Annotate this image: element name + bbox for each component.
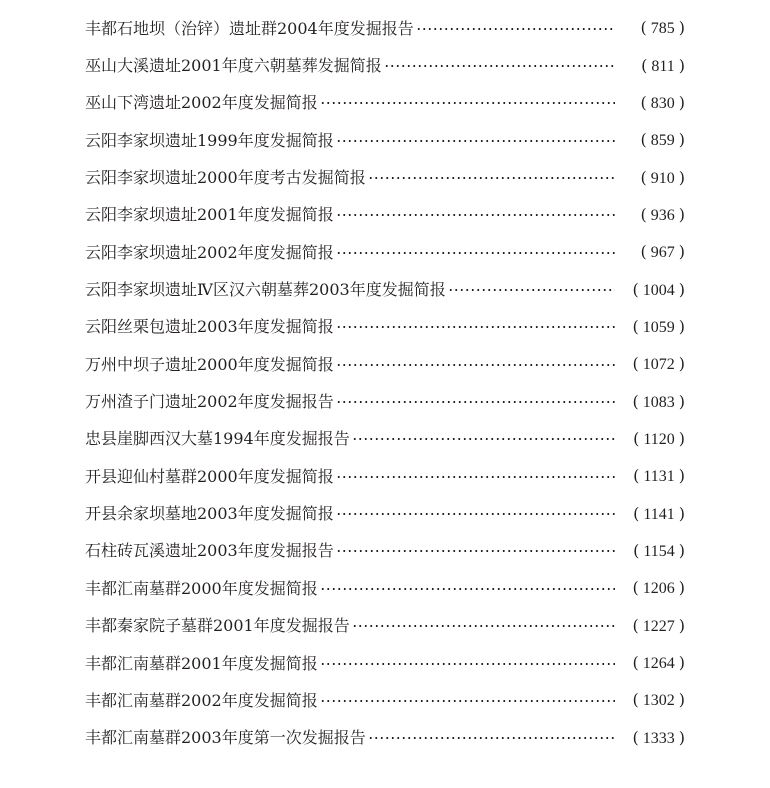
page-number: 830 bbox=[650, 94, 675, 112]
page-number: 910 bbox=[650, 169, 675, 187]
dot-leader bbox=[336, 550, 615, 552]
toc-entry-page: ( 1120 ) bbox=[633, 428, 685, 448]
page-number: 1302 bbox=[642, 692, 675, 710]
toc-entry-page: ( 859 ) bbox=[640, 130, 685, 150]
page-number: 1206 bbox=[642, 580, 675, 598]
dot-leader bbox=[352, 438, 615, 440]
toc-entry-title: 丰都秦家院子墓群2001年度发掘报告 bbox=[85, 616, 350, 636]
toc-entry-title: 丰都汇南墓群2002年度发掘简报 bbox=[85, 690, 318, 710]
dot-leader bbox=[320, 102, 615, 104]
toc-entry[interactable] bbox=[85, 608, 685, 645]
dot-leader bbox=[416, 28, 615, 30]
page-number: 1059 bbox=[642, 318, 675, 336]
dot-leader bbox=[368, 737, 615, 739]
page-number: 936 bbox=[650, 206, 675, 224]
dot-leader bbox=[336, 364, 615, 366]
page-number: 1004 bbox=[642, 281, 675, 299]
dot-leader bbox=[448, 289, 615, 291]
page-number: 1131 bbox=[643, 468, 675, 486]
page-number: 1072 bbox=[642, 356, 675, 374]
toc-entry-title: 丰都汇南墓群2001年度发掘简报 bbox=[85, 653, 318, 673]
toc-entry-page: ( 785 ) bbox=[640, 18, 685, 38]
toc-entry-page: ( 1083 ) bbox=[632, 391, 685, 411]
toc-entry-title: 巫山大溪遗址2001年度六朝墓葬发掘简报 bbox=[85, 56, 382, 76]
toc-entry-page: ( 1206 ) bbox=[632, 578, 685, 598]
toc-entry-title: 开县余家坝墓地2003年度发掘简报 bbox=[85, 504, 334, 524]
toc-entry-title: 万州渣子门遗址2002年度发掘报告 bbox=[85, 392, 334, 412]
toc-entry[interactable] bbox=[85, 346, 685, 383]
dot-leader bbox=[320, 588, 615, 590]
toc-entry-title: 丰都汇南墓群2000年度发掘简报 bbox=[85, 578, 318, 598]
toc-entry-title: 云阳李家坝遗址2000年度考古发掘简报 bbox=[85, 168, 366, 188]
toc-entry[interactable] bbox=[85, 495, 685, 532]
toc-entry[interactable] bbox=[85, 85, 685, 122]
toc-entry-page: ( 1141 ) bbox=[633, 503, 685, 523]
page-number: 811 bbox=[651, 57, 675, 75]
toc-entry-title: 石柱砖瓦溪遗址2003年度发掘报告 bbox=[85, 541, 334, 561]
page-number: 785 bbox=[650, 20, 675, 38]
toc-entry-page: ( 1154 ) bbox=[633, 540, 685, 560]
toc-entry-page: ( 811 ) bbox=[641, 55, 685, 75]
page-number: 1227 bbox=[642, 617, 675, 635]
toc-entry-page: ( 1059 ) bbox=[632, 316, 685, 336]
toc-entry-title: 丰都汇南墓群2003年度第一次发掘报告 bbox=[85, 728, 366, 748]
toc-entry-page: ( 910 ) bbox=[640, 167, 685, 187]
toc-entry[interactable] bbox=[85, 271, 685, 308]
page-number: 1264 bbox=[642, 655, 675, 673]
toc-entry-title: 云阳李家坝遗址2001年度发掘简报 bbox=[85, 205, 334, 225]
toc-entry-page: ( 1333 ) bbox=[632, 727, 685, 747]
toc-entry-title: 万州中坝子遗址2000年度发掘简报 bbox=[85, 354, 334, 374]
page-number: 1154 bbox=[643, 542, 675, 560]
toc-entry-page: ( 936 ) bbox=[640, 204, 685, 224]
toc-entry[interactable] bbox=[85, 197, 685, 234]
toc-entry[interactable] bbox=[85, 421, 685, 458]
toc-entry-page: ( 1264 ) bbox=[632, 653, 685, 673]
dot-leader bbox=[336, 401, 615, 403]
toc-entry-title: 丰都石地坝（治锌）遗址群2004年度发掘报告 bbox=[85, 18, 414, 38]
toc-entry[interactable] bbox=[85, 159, 685, 196]
toc-entry[interactable] bbox=[85, 10, 685, 47]
dot-leader bbox=[336, 326, 615, 328]
toc-entry-page: ( 1072 ) bbox=[632, 354, 685, 374]
toc-entry-title: 云阳李家坝遗址1999年度发掘简报 bbox=[85, 130, 334, 150]
dot-leader bbox=[336, 252, 615, 254]
page-number: 1120 bbox=[643, 430, 675, 448]
page-number: 1333 bbox=[642, 729, 675, 747]
page-number: 1141 bbox=[643, 505, 675, 523]
toc-entry[interactable] bbox=[85, 122, 685, 159]
dot-leader bbox=[384, 65, 615, 67]
toc-entry[interactable] bbox=[85, 47, 685, 84]
toc-entry-title: 忠县崖脚西汉大墓1994年度发掘报告 bbox=[85, 429, 350, 449]
dot-leader bbox=[352, 625, 615, 627]
toc-entry[interactable] bbox=[85, 234, 685, 271]
dot-leader bbox=[320, 700, 615, 702]
toc-entry[interactable] bbox=[85, 458, 685, 495]
toc-entry-title: 云阳丝栗包遗址2003年度发掘简报 bbox=[85, 317, 334, 337]
toc-entry[interactable] bbox=[85, 383, 685, 420]
toc-entry-title: 云阳李家坝遗址2002年度发掘简报 bbox=[85, 242, 334, 262]
toc-entry[interactable] bbox=[85, 682, 685, 719]
table-of-contents bbox=[85, 10, 685, 757]
dot-leader bbox=[336, 140, 615, 142]
toc-entry-title: 开县迎仙村墓群2000年度发掘简报 bbox=[85, 466, 334, 486]
dot-leader bbox=[336, 476, 615, 478]
toc-entry[interactable] bbox=[85, 309, 685, 346]
toc-entry-title: 巫山下湾遗址2002年度发掘简报 bbox=[85, 93, 318, 113]
toc-entry-page: ( 1227 ) bbox=[632, 615, 685, 635]
dot-leader bbox=[320, 663, 615, 665]
toc-entry-page: ( 1004 ) bbox=[632, 279, 685, 299]
dot-leader bbox=[368, 177, 615, 179]
toc-entry[interactable] bbox=[85, 645, 685, 682]
page-number: 967 bbox=[650, 244, 675, 262]
dot-leader bbox=[336, 214, 615, 216]
toc-entry-page: ( 830 ) bbox=[640, 92, 685, 112]
toc-entry[interactable] bbox=[85, 720, 685, 757]
page-number: 1083 bbox=[642, 393, 675, 411]
toc-entry[interactable] bbox=[85, 533, 685, 570]
toc-entry-page: ( 967 ) bbox=[640, 242, 685, 262]
dot-leader bbox=[336, 513, 615, 515]
toc-entry-page: ( 1302 ) bbox=[632, 690, 685, 710]
toc-entry-page: ( 1131 ) bbox=[633, 466, 685, 486]
toc-entry[interactable] bbox=[85, 570, 685, 607]
page-number: 859 bbox=[650, 132, 675, 150]
toc-entry-title: 云阳李家坝遗址Ⅳ区汉六朝墓葬2003年度发掘简报 bbox=[85, 280, 446, 300]
